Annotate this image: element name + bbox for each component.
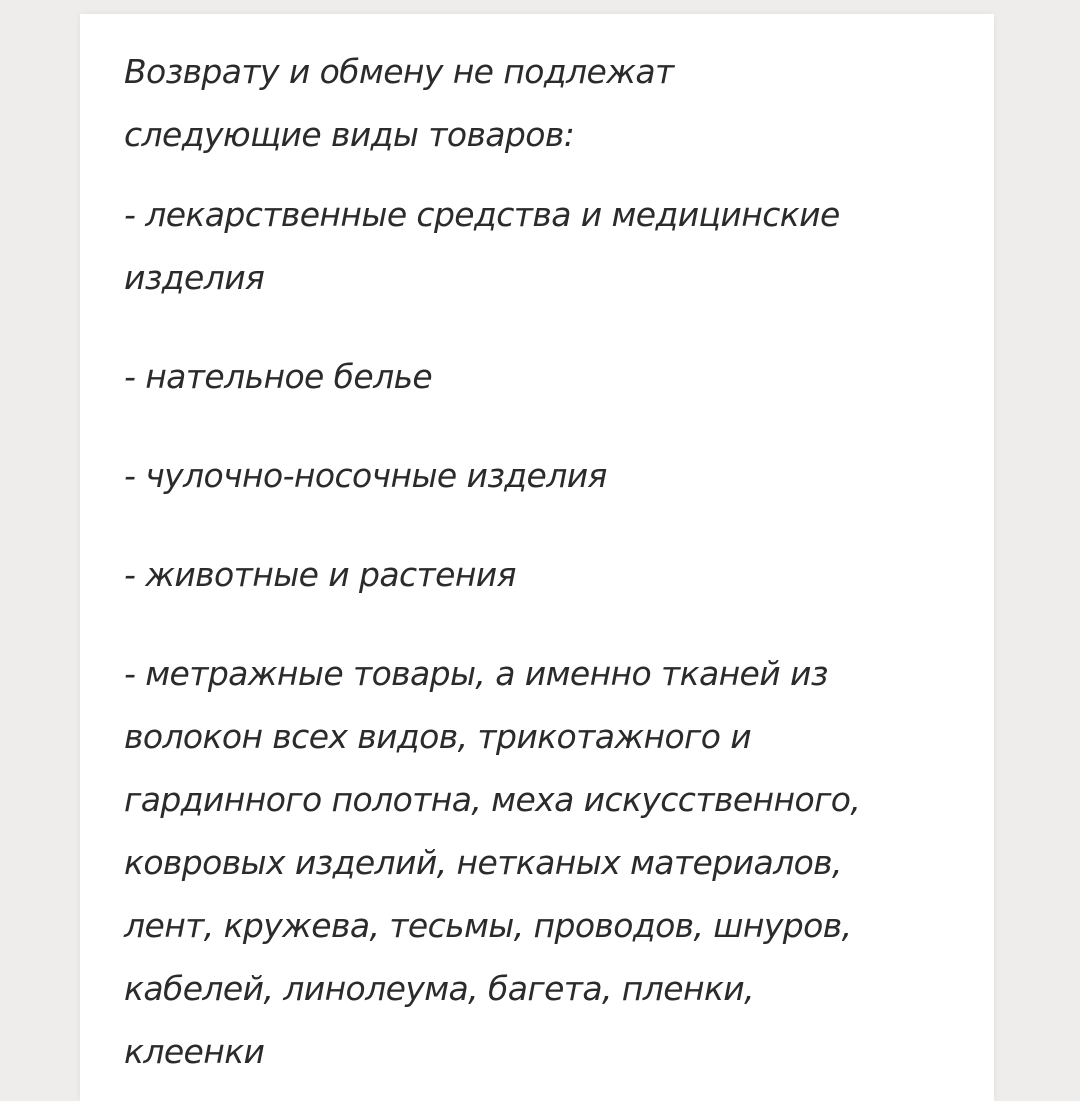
list-item-line: клеенки — [124, 1032, 265, 1071]
text-card — [80, 14, 994, 1101]
list-item-hosiery — [124, 444, 974, 507]
list-item-line: гардинного полотна, меха искусственного, — [124, 780, 861, 819]
intro-line: Возврату и обмену не подлежат — [124, 52, 674, 91]
list-item-line: - чулочно-носочные изделия — [124, 456, 607, 495]
list-item-line: - метражные товары, а именно тканей из — [124, 654, 828, 693]
list-item-line: лент, кружева, тесьмы, проводов, шнуров, — [124, 906, 852, 945]
list-item-fabrics — [124, 642, 974, 1083]
list-item-line: кабелей, линолеума, багета, пленки, — [124, 969, 755, 1008]
list-item-line: волокон всех видов, трикотажного и — [124, 717, 752, 756]
intro-line: следующие виды товаров: — [124, 115, 575, 154]
list-item-line: - нательное белье — [124, 357, 433, 396]
intro-paragraph — [124, 40, 974, 166]
list-item-line: изделия — [124, 258, 265, 297]
list-item-line: ковровых изделий, нетканых материалов, — [124, 843, 842, 882]
list-item-line: - животные и растения — [124, 555, 516, 594]
list-item-medicines — [124, 183, 974, 309]
list-item-underwear — [124, 345, 974, 408]
list-item-line: - лекарственные средства и медицинские — [124, 195, 840, 234]
list-item-animals-plants — [124, 543, 974, 606]
text-content — [124, 40, 974, 1083]
